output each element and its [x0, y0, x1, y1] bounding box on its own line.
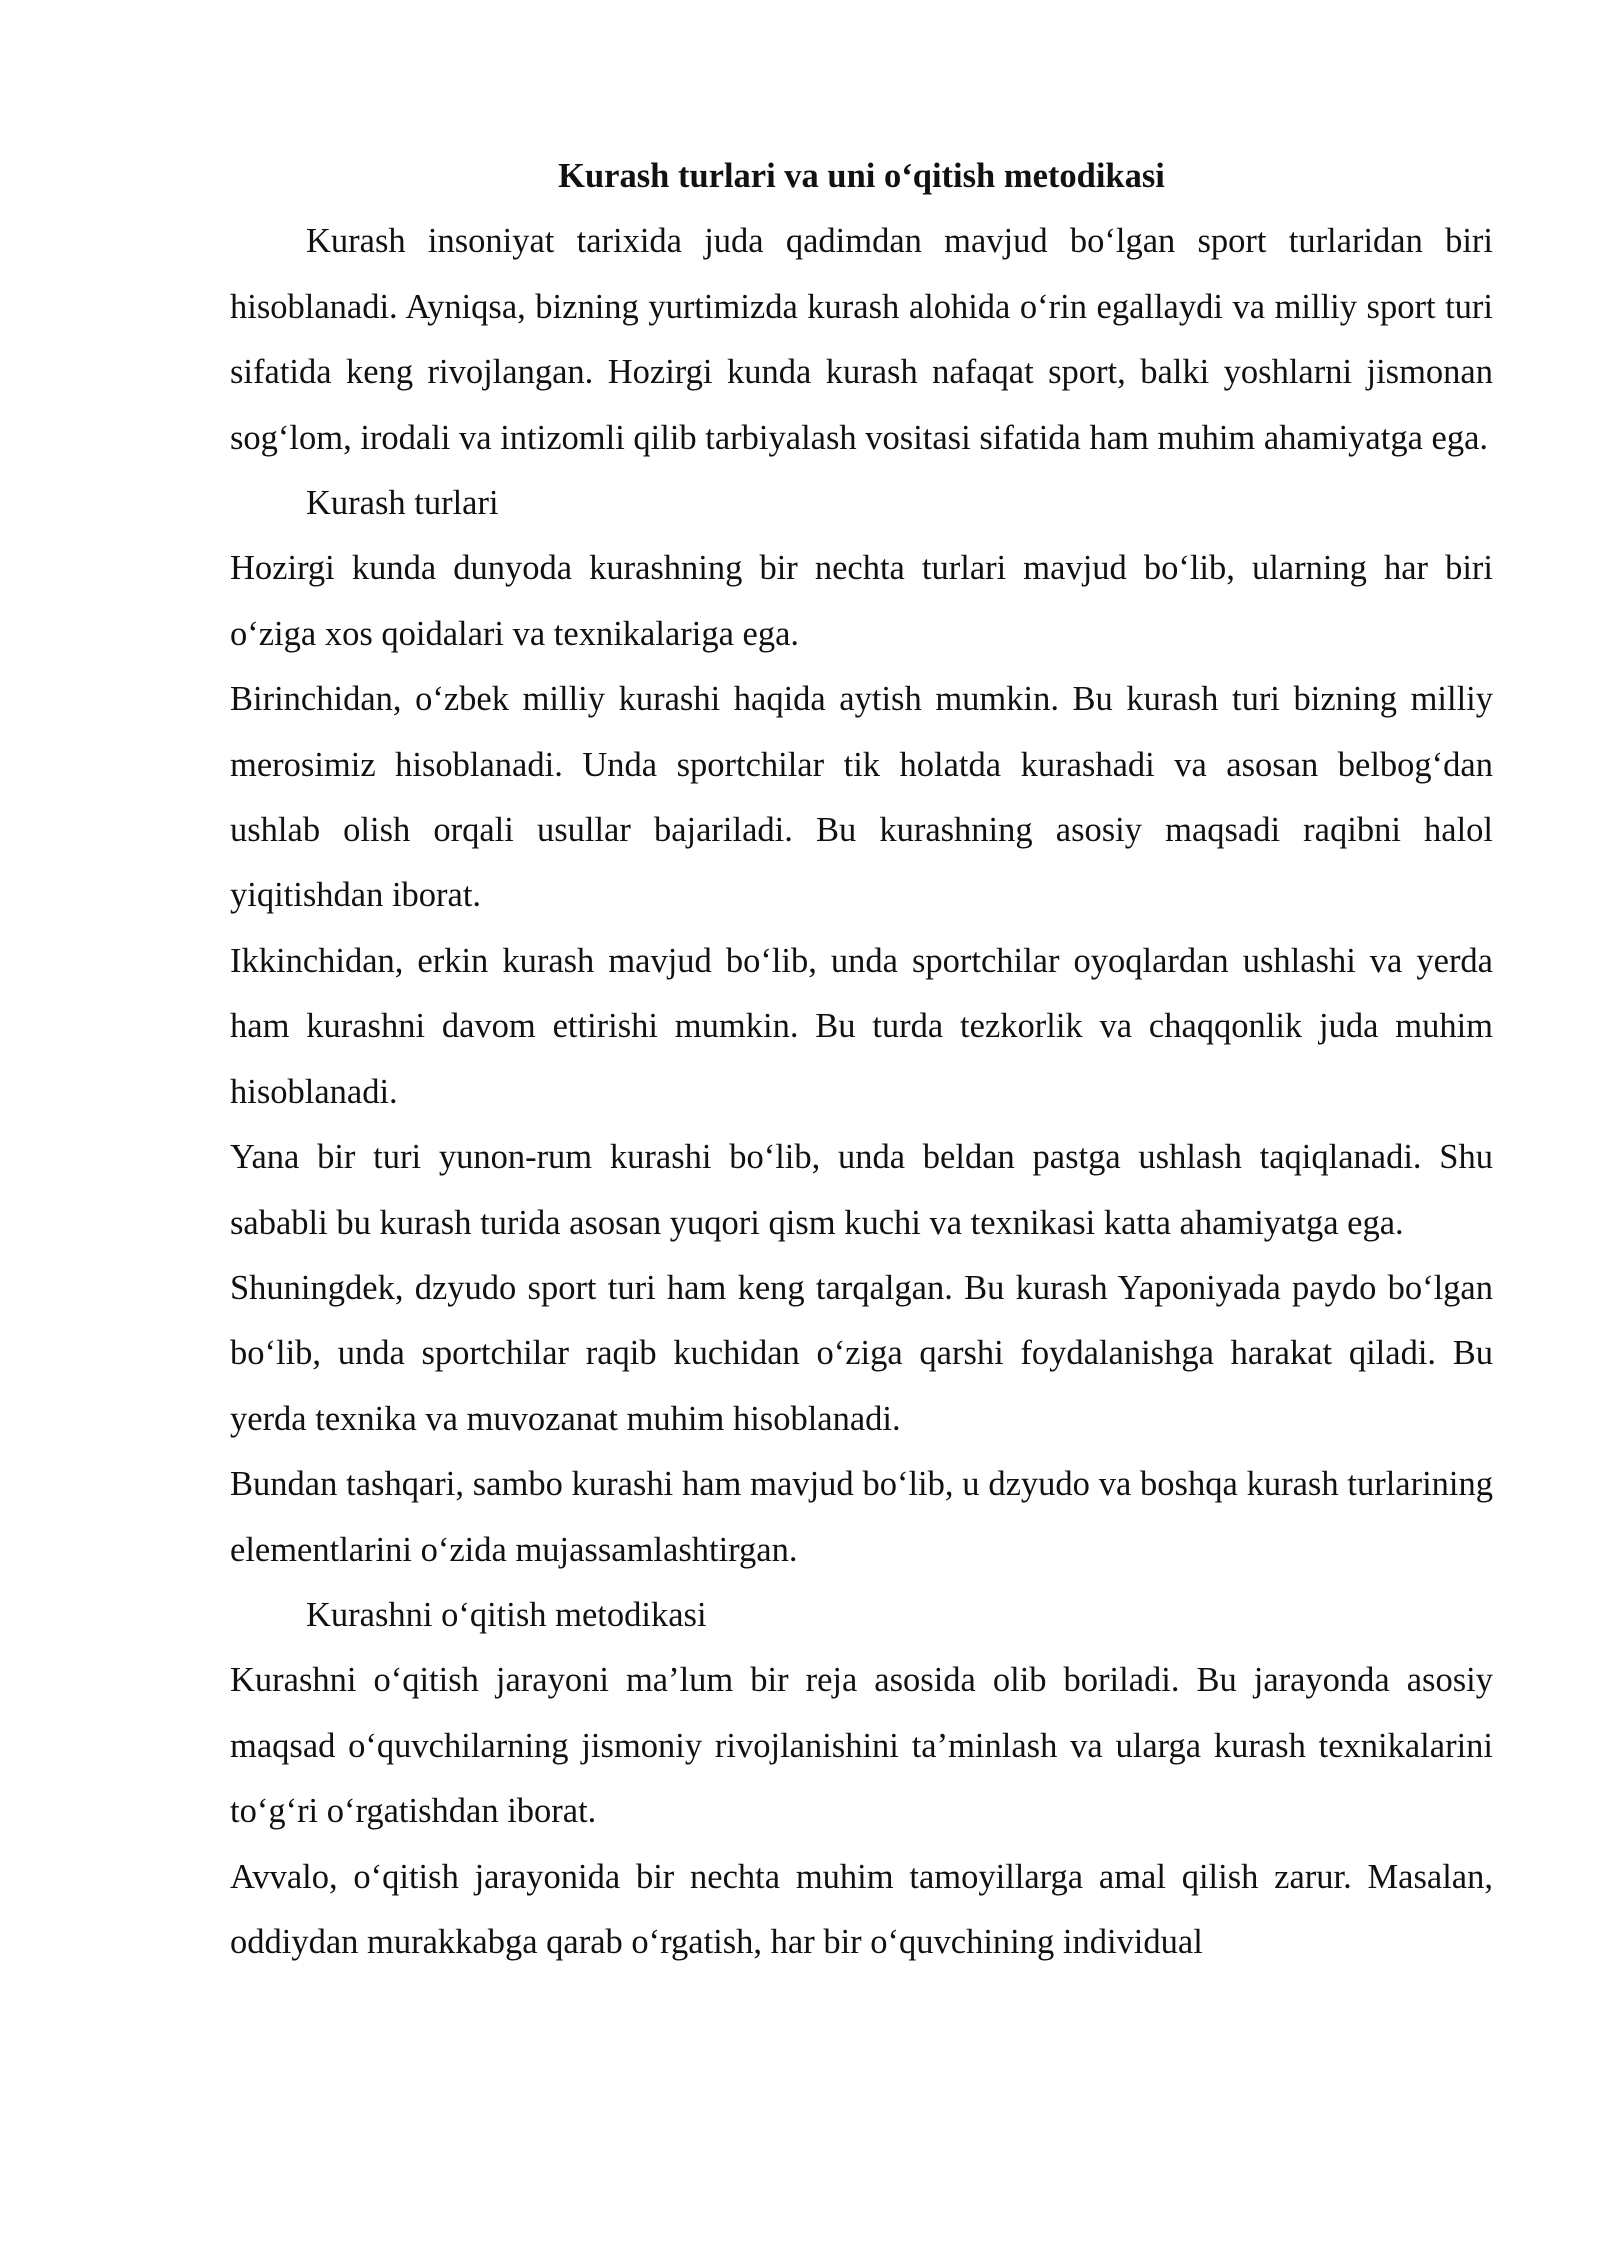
- paragraph: Ikkinchidan, erkin kurash mavjud bo‘lib, unda sportchilar oyoqlardan ushlashi va yerda ham kurashni davom ettirishi mumkin. Bu turda tezkorlik va chaqqonlik juda muhim hisoblanadi.: [230, 941, 1493, 1111]
- intro-paragraph: Kurash insoniyat tarixida juda qadimdan mavjud bo‘lgan sport turlaridan biri hisoblanadi. Ayniqsa, bizning yurtimizda kurash alohida o‘rin egallaydi va milliy sport turi sifatida keng rivojlangan. Hozirgi kunda kurash nafaqat sport, balki yoshlarni jismonan sog‘lom, irodali va intizomli qilib tarbiyalash vositasi sifatida ham muhim ahamiyatga ega.: [230, 222, 1493, 457]
- paragraph: Yana bir turi yunon-rum kurashi bo‘lib, unda beldan pastga ushlash taqiqlanadi. Shu sababli bu kurash turida asosan yuqori qism kuchi va texnikasi katta ahamiyatga ega.: [230, 1138, 1493, 1242]
- section-heading-oqitish-metodikasi: Kurashni o‘qitish metodikasi: [306, 1595, 707, 1634]
- paragraph: Birinchidan, o‘zbek milliy kurashi haqida aytish mumkin. Bu kurash turi bizning milliy merosimiz hisoblanadi. Unda sportchilar tik holatda kurashadi va asosan belbog‘dan ushlab olish orqali usullar bajariladi. Bu kurashning asosiy maqsadi raqibni halol yiqitishdan iborat.: [230, 680, 1493, 915]
- paragraph: Shuningdek, dzyudo sport turi ham keng tarqalgan. Bu kurash Yaponiyada paydo bo‘lgan bo‘lib, unda sportchilar raqib kuchidan o‘ziga qarshi foydalanishga harakat qiladi. Bu yerda texnika va muvozanat muhim hisoblanadi.: [230, 1268, 1493, 1438]
- document-title: Kurash turlari va uni o‘qitish metodikasi: [558, 157, 1165, 195]
- document-body: [230, 144, 1493, 1975]
- paragraph: Kurashni o‘qitish jarayoni ma’lum bir reja asosida olib boriladi. Bu jarayonda asosiy maqsad o‘quvchilarning jismoniy rivojlanishini ta’minlash va ularga kurash texnikalarini to‘g‘ri o‘rgatishdan iborat.: [230, 1661, 1493, 1831]
- paragraph: Hozirgi kunda dunyoda kurashning bir nechta turlari mavjud bo‘lib, ularning har biri o‘ziga xos qoidalari va texnikalariga ega.: [230, 549, 1493, 653]
- paragraph: Bundan tashqari, sambo kurashi ham mavjud bo‘lib, u dzyudo va boshqa kurash turlarining elementlarini o‘zida mujassamlashtirgan.: [230, 1465, 1493, 1569]
- section-heading-kurash-turlari: Kurash turlari: [306, 484, 499, 523]
- paragraph: Avvalo, o‘qitish jarayonida bir nechta muhim tamoyillarga amal qilish zarur. Masalan, oddiydan murakkabga qarab o‘rgatish, har bir o‘quvchining individual: [230, 1857, 1493, 1961]
